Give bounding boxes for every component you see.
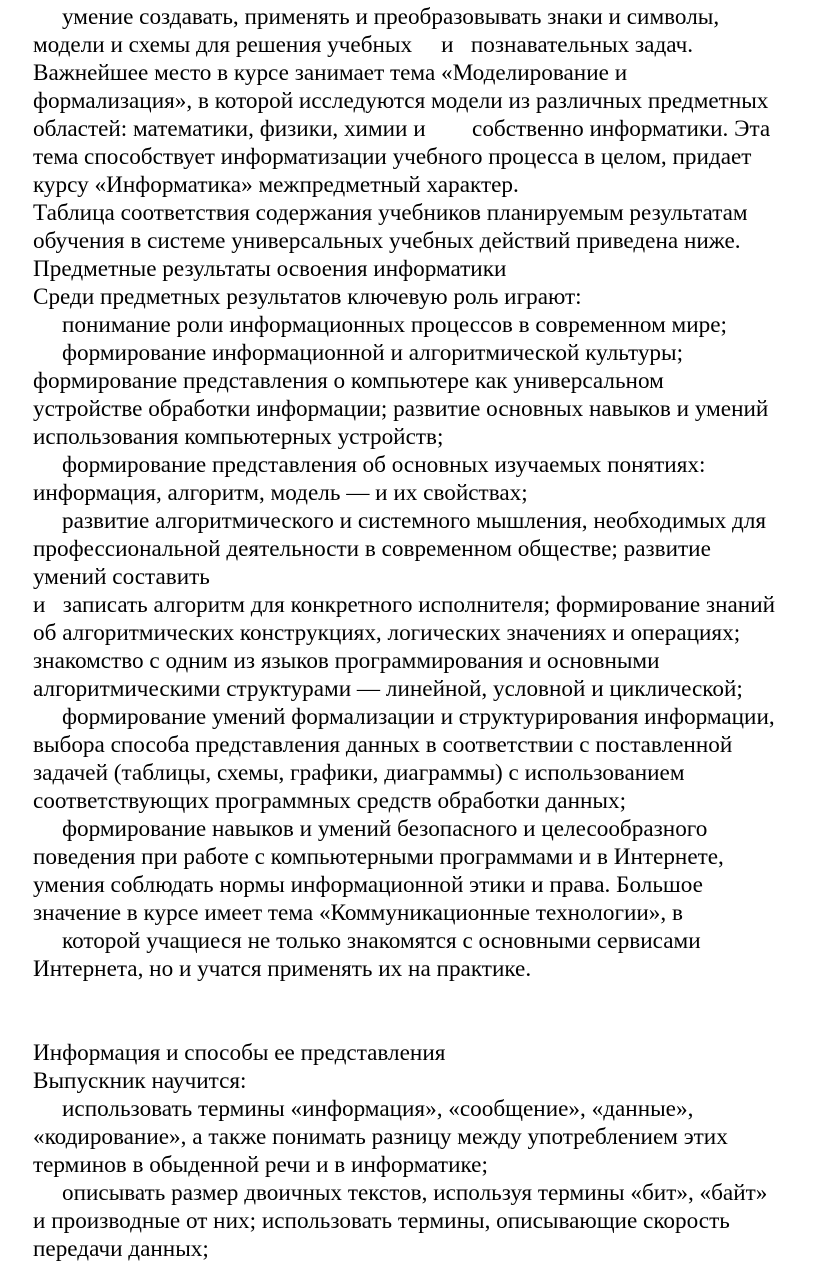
- text-line: Выпускник научится:: [33, 1068, 247, 1094]
- text-line: соответствующих программных средств обработки данных;: [33, 788, 627, 814]
- text-line: которой учащиеся не только знакомятся с основными сервисами: [62, 928, 701, 954]
- text-line: выбора способа представления данных в соответствии с поставленной: [33, 732, 733, 758]
- text-line: поведения при работе с компьютерными программами и в Интернете,: [33, 844, 724, 870]
- text-line: алгоритмическими структурами — линейной, условной и циклической;: [33, 676, 743, 702]
- list-item: формирование информационной и алгоритмической культуры;: [62, 340, 684, 366]
- text-line: использования компьютерных устройств;: [33, 424, 444, 450]
- list-item: описывать размер двоичных текстов, используя термины «бит», «байт»: [62, 1180, 768, 1206]
- text-line: значение в курсе имеет тема «Коммуникационные технологии», в: [33, 900, 683, 926]
- text-line: областей: математики, физики, химии и собственно информатики. Эта: [33, 116, 771, 142]
- text-line: модели и схемы для решения учебных и познавательных задач.: [33, 32, 694, 58]
- text-line: и записать алгоритм для конкретного исполнителя; формирование знаний: [33, 592, 776, 618]
- text-line: обучения в системе универсальных учебных действий приведена ниже.: [33, 228, 741, 254]
- text-line: знакомство с одним из языков программирования и основными: [33, 648, 660, 674]
- text-line: тема способствует информатизации учебного процесса в целом, придает: [33, 144, 752, 170]
- list-item: формирование представления об основных изучаемых понятиях:: [62, 452, 706, 478]
- text-line: Среди предметных результатов ключевую роль играют:: [33, 284, 582, 310]
- text-line: профессиональной деятельности в современном обществе; развитие: [33, 536, 711, 562]
- text-line: «кодирование», а также понимать разницу между употреблением этих: [33, 1124, 728, 1150]
- text-line: передачи данных;: [33, 1236, 209, 1262]
- list-item: использовать термины «информация», «сообщение», «данные»,: [62, 1096, 694, 1122]
- section-heading: Информация и способы ее представления: [33, 1040, 446, 1066]
- text-line: курсу «Информатика» межпредметный характер.: [33, 172, 519, 198]
- text-line: умение создавать, применять и преобразовывать знаки и символы,: [62, 4, 720, 30]
- text-line: формализация», в которой исследуются модели из различных предметных: [33, 88, 769, 114]
- text-line: Интернета, но и учатся применять их на практике.: [33, 956, 532, 982]
- list-item: формирование навыков и умений безопасного и целесообразного: [62, 816, 708, 842]
- text-line: терминов в обыденной речи и в информатике;: [33, 1152, 488, 1178]
- list-item: понимание роли информационных процессов в современном мире;: [62, 312, 727, 338]
- text-line: информация, алгоритм, модель — и их свойствах;: [33, 480, 528, 506]
- list-item: формирование представления о компьютере как универсальном: [33, 368, 664, 394]
- section-heading: Предметные результаты освоения информатики: [33, 256, 507, 282]
- text-line: Таблица соответствия содержания учебников планируемым результатам: [33, 200, 748, 226]
- text-line: устройстве обработки информации; развитие основных навыков и умений: [33, 396, 769, 422]
- text-line: Важнейшее место в курсе занимает тема «Моделирование и: [33, 60, 628, 86]
- list-item: развитие алгоритмического и системного мышления, необходимых для: [62, 508, 767, 534]
- text-line: задачей (таблицы, схемы, графики, диаграммы) с использованием: [33, 760, 685, 786]
- text-line: умений составить: [33, 564, 210, 590]
- list-item: формирование умений формализации и структурирования информации,: [62, 704, 775, 730]
- text-line: умения соблюдать нормы информационной этики и права. Большое: [33, 872, 703, 898]
- text-line: об алгоритмических конструкциях, логических значениях и операциях;: [33, 620, 741, 646]
- text-line: и производные от них; использовать термины, описывающие скорость: [33, 1208, 730, 1234]
